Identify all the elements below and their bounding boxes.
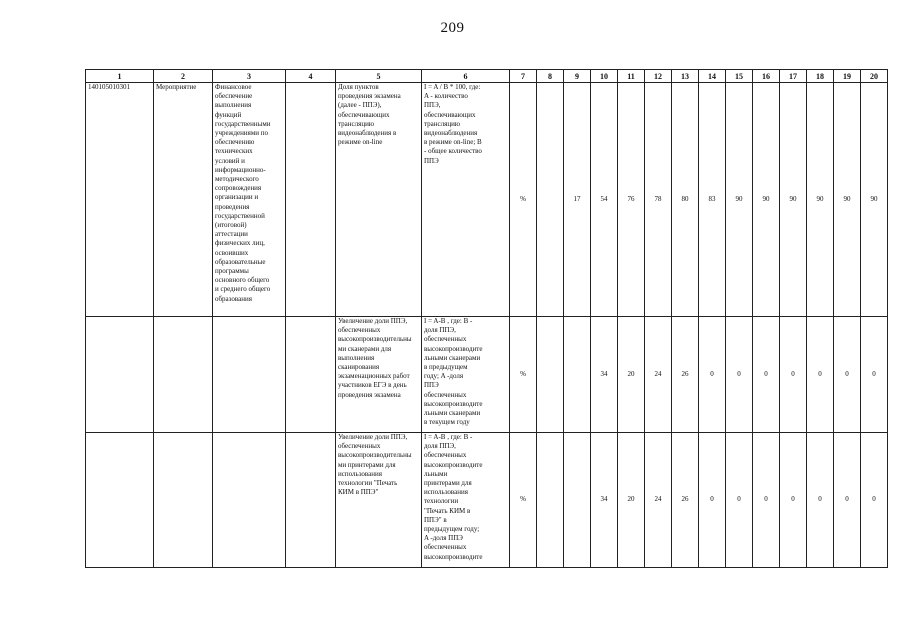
column-header: 13 — [672, 70, 699, 83]
row-type: Мероприятие — [154, 83, 213, 317]
column-header: 8 — [537, 70, 564, 83]
value-cell: 76 — [618, 83, 645, 317]
column-header: 15 — [726, 70, 753, 83]
row-type — [154, 433, 213, 568]
value-cell: 80 — [672, 83, 699, 317]
value-cell: 90 — [726, 83, 753, 317]
value-cell: 90 — [780, 83, 807, 317]
value-cell: 0 — [726, 317, 753, 433]
value-cell: 83 — [699, 83, 726, 317]
value-cell: 26 — [672, 433, 699, 568]
value-cell: 0 — [861, 317, 888, 433]
value-cell — [564, 317, 591, 433]
column-header: 1 — [86, 70, 154, 83]
value-cell: 90 — [807, 83, 834, 317]
indicator-table — [85, 69, 888, 568]
table-header-row — [86, 70, 888, 83]
activity-description — [213, 317, 286, 433]
value-cell: 90 — [834, 83, 861, 317]
column-header: 9 — [564, 70, 591, 83]
row-type — [154, 317, 213, 433]
value-cell: 20 — [618, 317, 645, 433]
column-4-cell — [286, 83, 336, 317]
activity-code: 140105010301 — [86, 83, 154, 317]
page-number: 209 — [440, 20, 465, 36]
value-cell: 0 — [699, 317, 726, 433]
unit-cell: % — [510, 83, 537, 317]
column-header: 16 — [753, 70, 780, 83]
column-header: 17 — [780, 70, 807, 83]
unit-cell: % — [510, 317, 537, 433]
value-cell: 90 — [753, 83, 780, 317]
column-header: 6 — [422, 70, 510, 83]
column-4-cell — [286, 317, 336, 433]
activity-description: Финансовое обеспечение выполнения функций государственными учреждениями по обеспечению технических условий и информационно- методического сопровождения организации и проведения государственной (итоговой) аттестации физических лиц, освоивших образовательные программы основного общего и среднего общего образования — [213, 83, 286, 317]
table-row — [86, 317, 888, 433]
value-cell: 20 — [618, 433, 645, 568]
indicator-name: Увеличение доли ППЭ, обеспеченных высокопроизводительны ми сканерами для выполнения сканирования экзаменационных работ участников ЕГЭ в день проведения экзамена — [336, 317, 422, 433]
column-header: 18 — [807, 70, 834, 83]
value-cell: 54 — [591, 83, 618, 317]
value-cell: 0 — [807, 433, 834, 568]
value-cell: 0 — [780, 433, 807, 568]
column-header: 5 — [336, 70, 422, 83]
value-cell: 26 — [672, 317, 699, 433]
value-cell: 0 — [753, 317, 780, 433]
activity-code — [86, 433, 154, 568]
value-cell — [537, 433, 564, 568]
value-cell: 0 — [726, 433, 753, 568]
column-header: 20 — [861, 70, 888, 83]
indicator-name: Доля пунктов проведения экзамена (далее - ППЭ), обеспечивающих трансляцию видеонаблюдения в режиме on-line — [336, 83, 422, 317]
value-cell: 90 — [861, 83, 888, 317]
column-header: 7 — [510, 70, 537, 83]
value-cell: 0 — [780, 317, 807, 433]
value-cell: 0 — [807, 317, 834, 433]
indicator-formula: I = A / B * 100, где: A - количество ППЭ, обеспечивающих трансляцию видеонаблюдения в режиме on-line; B - общее количество ППЭ — [422, 83, 510, 317]
table-row — [86, 433, 888, 568]
column-header: 10 — [591, 70, 618, 83]
unit-cell: % — [510, 433, 537, 568]
indicator-formula: I = A-B , где: B - доля ППЭ, обеспеченных высокопроизводите льными принтерами для использования технологии "Печать КИМ в ППЭ" в предыдущем году; A -доля ППЭ обеспеченных высокопроизводите — [422, 433, 510, 568]
value-cell: 17 — [564, 83, 591, 317]
value-cell: 0 — [699, 433, 726, 568]
value-cell: 0 — [861, 433, 888, 568]
column-header: 11 — [618, 70, 645, 83]
value-cell: 34 — [591, 433, 618, 568]
value-cell: 0 — [834, 433, 861, 568]
value-cell: 34 — [591, 317, 618, 433]
column-4-cell — [286, 433, 336, 568]
indicator-formula: I = A-B , где: B - доля ППЭ, обеспеченных высокопроизводите льными сканерами в предыдущем году; A -доля ППЭ обеспеченных высокопроизводите льными сканерами в текущем году — [422, 317, 510, 433]
activity-description — [213, 433, 286, 568]
value-cell: 0 — [834, 317, 861, 433]
value-cell: 78 — [645, 83, 672, 317]
indicator-name: Увеличение доли ППЭ, обеспеченных высокопроизводительны ми принтерами для использования технологии "Печать КИМ в ППЭ" — [336, 433, 422, 568]
value-cell: 24 — [645, 317, 672, 433]
column-header: 19 — [834, 70, 861, 83]
activity-code — [86, 317, 154, 433]
value-cell: 24 — [645, 433, 672, 568]
column-header: 3 — [213, 70, 286, 83]
table-row — [86, 83, 888, 317]
column-header: 14 — [699, 70, 726, 83]
column-header: 2 — [154, 70, 213, 83]
value-cell: 0 — [753, 433, 780, 568]
value-cell — [537, 317, 564, 433]
column-header: 4 — [286, 70, 336, 83]
column-header: 12 — [645, 70, 672, 83]
value-cell — [537, 83, 564, 317]
value-cell — [564, 433, 591, 568]
